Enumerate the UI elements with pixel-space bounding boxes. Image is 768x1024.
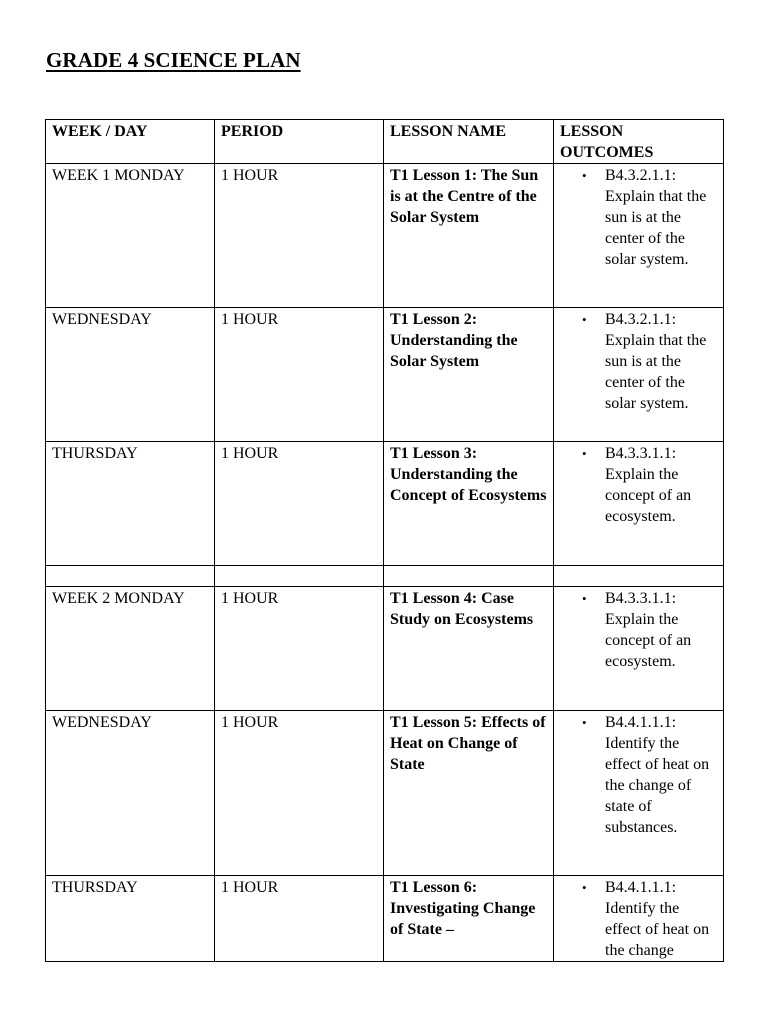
cell-lesson-name: T1 Lesson 1: The Sun is at the Centre of the Solar System [384,164,554,308]
outcome-list [560,712,717,838]
cell-day: WEEK 2 MONDAY [46,587,215,711]
outcome-item: • B4.3.2.1.1: Explain that the sun is at the center of the solar system. [605,165,717,270]
cell-period: 1 HOUR [215,587,384,711]
cell-lesson-name: T1 Lesson 5: Effects of Heat on Change of State [384,711,554,876]
cell-day: WEDNESDAY [46,308,215,442]
cell-outcomes [554,566,724,587]
cell-day [46,566,215,587]
cell-lesson-name: T1 Lesson 4: Case Study on Ecosystems [384,587,554,711]
cell-period: 1 HOUR [215,164,384,308]
cell-period: 1 HOUR [215,308,384,442]
cell-period: 1 HOUR [215,876,384,962]
table-row [46,308,724,442]
table-row [46,587,724,711]
outcome-item: • B4.3.3.1.1: Explain the concept of an ecosystem. [605,443,717,527]
table-row [46,164,724,308]
table-row [46,442,724,566]
cell-lesson-name: T1 Lesson 6: Investigating Change of State – [384,876,554,962]
cell-outcomes [554,587,724,711]
outcome-item: • B4.3.3.1.1: Explain the concept of an ecosystem. [605,588,717,672]
cell-lesson-name: T1 Lesson 2: Understanding the Solar System [384,308,554,442]
cell-day: THURSDAY [46,442,215,566]
cell-period [215,566,384,587]
header-week-day: WEEK / DAY [46,120,215,164]
outcome-list [560,443,717,527]
outcome-item: • B4.3.2.1.1: Explain that the sun is at the center of the solar system. [605,309,717,414]
outcome-list [560,309,717,414]
outcome-list [560,165,717,270]
header-period: PERIOD [215,120,384,164]
table-header-row [46,120,724,164]
cell-outcomes [554,711,724,876]
cell-outcomes [554,876,724,962]
cell-day: THURSDAY [46,876,215,962]
cell-outcomes [554,442,724,566]
outcome-item: • B4.4.1.1.1: Identify the effect of heat on the change of state of substances. [605,712,717,838]
table-row [46,711,724,876]
outcome-list [560,877,717,961]
cell-day: WEDNESDAY [46,711,215,876]
cell-outcomes [554,308,724,442]
cell-outcomes [554,164,724,308]
cell-lesson-name: T1 Lesson 3: Understanding the Concept of Ecosystems [384,442,554,566]
table-row [46,876,724,962]
header-lesson-name: LESSON NAME [384,120,554,164]
cell-lesson-name [384,566,554,587]
outcome-item: • B4.4.1.1.1: Identify the effect of heat on the change [605,877,717,961]
lesson-plan-table [45,119,724,962]
page-title: GRADE 4 SCIENCE PLAN [46,48,301,72]
table-row-blank [46,566,724,587]
outcome-list [560,588,717,672]
cell-period: 1 HOUR [215,442,384,566]
cell-day: WEEK 1 MONDAY [46,164,215,308]
cell-period: 1 HOUR [215,711,384,876]
header-lesson-outcomes: LESSON OUTCOMES [554,120,724,164]
